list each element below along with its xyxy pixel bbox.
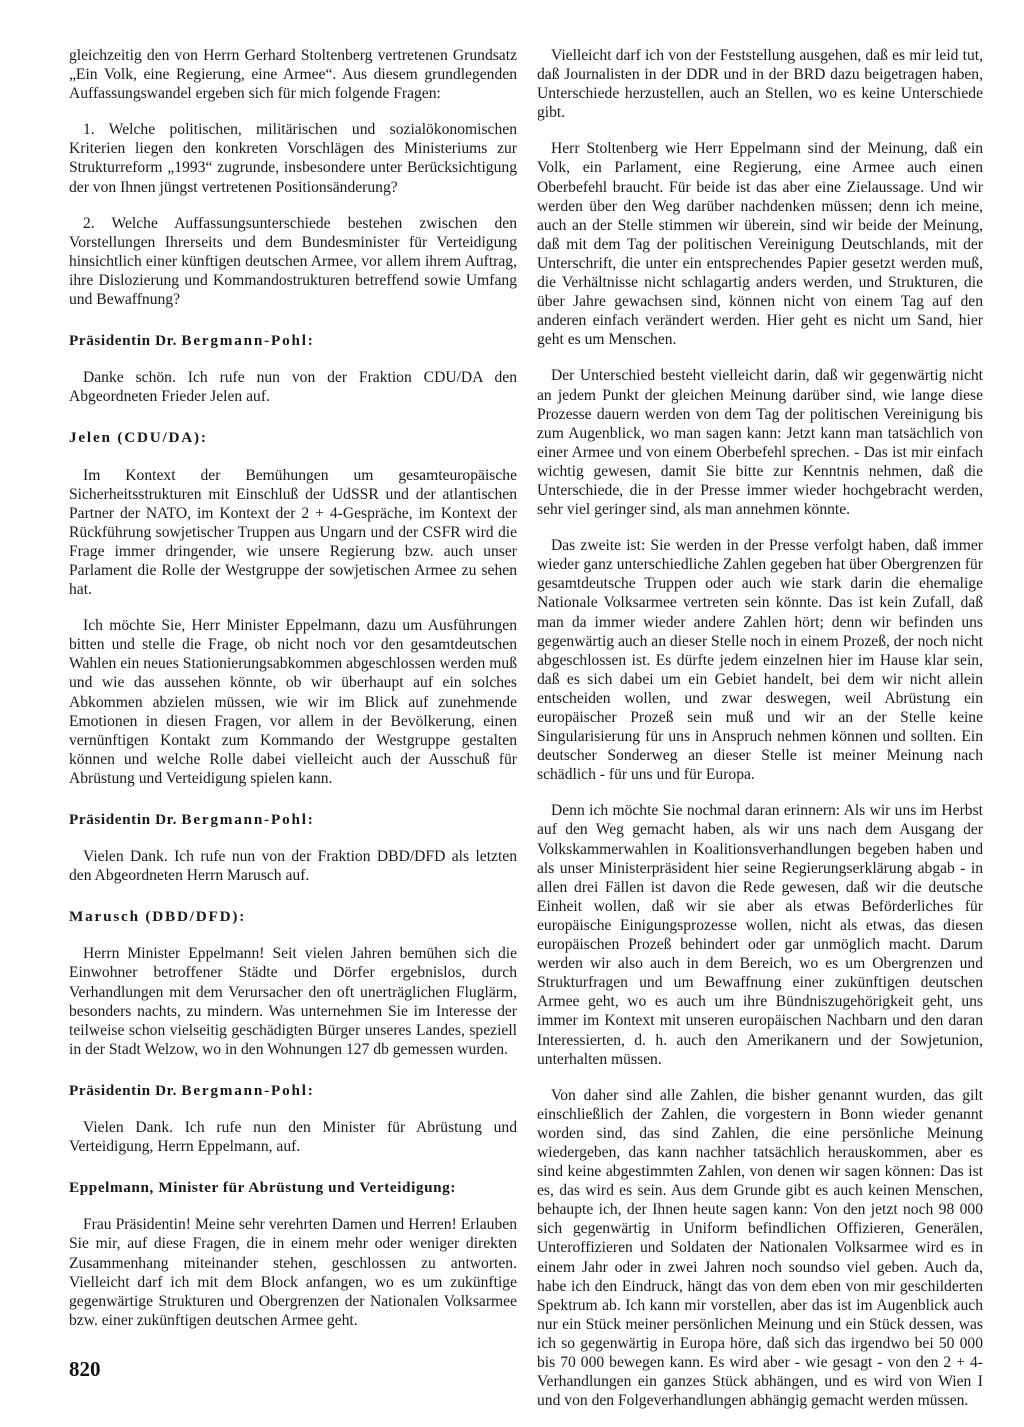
paragraph: Frau Präsidentin! Meine sehr verehrten Damen und Herren! Erlauben Sie mir, auf diese Fragen, die in einem mehr oder weniger direkten Zusammenhang miteinander stehen, geschlossen zu antworten. Vielleicht darf ich mit dem Block anfangen, wo es um zukünftige gegenwärtige Strukturen und Obergrenzen der Nationalen Volksarmee bzw. einer zukünftigen deutschen Armee geht. bbox=[69, 1216, 517, 1329]
paragraph: Danke schön. Ich rufe nun von der Fraktion CDU/DA den Abgeordneten Frieder Jelen auf. bbox=[69, 369, 517, 406]
speaker-heading bbox=[69, 331, 517, 350]
speaker-name: Marusch (DBD/DFD): bbox=[69, 908, 247, 926]
paragraph: Vielen Dank. Ich rufe nun von der Fraktion DBD/DFD als letzten den Abgeordneten Herrn Marusch auf. bbox=[69, 848, 517, 885]
paragraph: Im Kontext der Bemühungen um gesamteuropäische Sicherheitsstrukturen mit Einschluß der UdSSR und der atlantischen Partner der NATO, im Kontext der 2 + 4-Gespräche, im Kontext der Rückführung sowjetischer Truppen aus Ungarn und der CSFR wird die Frage immer dringender, wie unsere Regierung bzw. auch unser Parlament die Rolle der Westgruppe der sowjetischen Armee zu sehen hat. bbox=[69, 466, 517, 599]
speaker-title: Präsidentin Dr. bbox=[69, 1081, 182, 1099]
speaker-name: Bergmann-Pohl: bbox=[181, 811, 315, 828]
speaker-heading bbox=[69, 1178, 517, 1197]
speaker-heading bbox=[69, 810, 517, 829]
paragraph: Herr Stoltenberg wie Herr Eppelmann sind der Meinung, daß ein Volk, ein Parlament, eine Regierung, eine Armee auch einen Oberbefehl braucht. Für beide ist das aber eine Zielaussage. Und wir werden über den Weg darüber nachdenken müssen; denn ich meine, auch an der Stelle stimmen wir überein, sind wir beide der Meinung, daß mit dem Tag der politischen Vereinigung Deutschlands, mit der Unterschrift, die unter ein entsprechendes Papier gesetzt werden muß, die Verhältnisse nicht schlagartig anders werden, und Strukturen, die über Jahre gewachsen sind, können nicht von einem Tag auf den anderen einfach verändert werden. Hier geht es nicht um Sand, hier geht es um Menschen. bbox=[537, 140, 983, 349]
speaker-title: Präsidentin Dr. bbox=[69, 811, 182, 828]
right-column bbox=[537, 46, 983, 1427]
speaker-heading bbox=[69, 428, 517, 447]
paragraph: Von daher sind alle Zahlen, die bisher genannt wurden, das gilt einschließlich der Zahlen, die vorgestern in Bonn wieder genannt worden sind, das sind Zahlen, die eine persönliche Meinung wiedergeben, das kann nachher tatsächlich herauskommen, aber es sind keine abgestimmten Zahlen, von denen wir sagen können: Das ist es, das wird es sein. Aus dem Grunde gibt es auch keinen Menschen, behaupte ich, der Ihnen heute sagen kann: Von den jetzt noch 98 000 sich gegenwärtig in Uniform befindlichen Offizieren, Generälen, Unteroffizieren und Soldaten der Nationalen Volksarmee wird es in einem Jahr oder in zwei Jahren noch soundso viel geben. Auch da, habe ich den Eindruck, hängt das von dem eben von mir geschilderten Spektrum ab. Ich kann mir vorstellen, aber das ist im Augenblick auch nur ein Stück meiner persönlichen Meinung und ein Stück dessen, was ich so gegenwärtig in Europa höre, daß sich das irgendwo bei 50 000 bis 70 000 bewegen kann. Es wird aber - wie gesagt - von den 2 + 4-Verhandlungen ein ganzes Stück abhängen, und es wird von Wien I und von den Folgeverhandlungen abhängig gemacht werden müssen. bbox=[537, 1086, 983, 1410]
question-2: 2. Welche Auffassungsunterschiede bestehen zwischen den Vorstellungen Ihrerseits und dem Bundesminister für Verteidigung hinsichtlich einer künftigen deutschen Armee, vor allem ihrem Auftrag, ihre Dislozierung und Kommandostrukturen betreffend sowie Umfang und Bewaffnung? bbox=[69, 214, 517, 309]
speaker-name: Bergmann-Pohl: bbox=[181, 332, 315, 350]
speaker-heading bbox=[69, 1081, 517, 1100]
question-1: 1. Welche politischen, militärischen und sozialökonomischen Kriterien liegen den konkreten Vorschlägen des Ministeriums zur Strukturreform „1993“ zugrunde, insbesondere unter Berücksichtigung der von Ihnen jüngst vertretenen Positionsänderung? bbox=[69, 121, 517, 196]
paragraph: Vielleicht darf ich von der Feststellung ausgehen, daß es mir leid tut, daß Journalisten in der DDR und in der BRD dazu beigetragen haben, Unterschiede herzustellen, auch an Stellen, wo es keine Unterschiede gibt. bbox=[537, 47, 983, 122]
speaker-name: Jelen (CDU/DA): bbox=[69, 429, 208, 447]
speaker-name: Bergmann-Pohl: bbox=[181, 1081, 315, 1099]
speaker-name: Eppelmann, Minister für Abrüstung und Verteidigung: bbox=[69, 1179, 457, 1197]
page-number: 820 bbox=[69, 1357, 101, 1381]
paragraph: Denn ich möchte Sie nochmal daran erinnern: Als wir uns im Herbst auf den Weg gemacht haben, als wir uns nach dem Ausgang der Volkskammerwahlen in Koalitionsverhandlungen begeben haben und als unser Ministerpräsident hier seine Regierungserklärung abgab - in allen drei Fällen ist davon die Rede gewesen, daß wir die deutsche Einheit wollen, daß wir sie aber als etwas Beförderliches für europäische Einigungsprozesse wollen, nicht als etwas, das diesen europäischen Prozeß behindert oder gar unmöglich macht. Darum werden wir also auch in dem Bereich, wo es um Obergrenzen und Strukturfragen und um Bewaffnung einer zukünftigen deutschen Armee geht, wo es auch um ihre Bündniszugehörigkeit geht, uns immer im Kontext mit unseren europäischen Nachbarn und den daran Interessierten, d. h. auch den Amerikanern und der Sowjetunion, unterhalten müssen. bbox=[537, 802, 983, 1068]
paragraph: Ich möchte Sie, Herr Minister Eppelmann, dazu um Ausführungen bitten und stelle die Frage, ob nicht noch vor den gesamtdeutschen Wahlen ein neues Stationierungsabkommen abgeschlossen werden muß und wie das aussehen könnte, ob wir überhaupt auf ein solches Abkommen abzielen müssen, wie wir im Blick auf zunehmende Emotionen in diesen Fragen, vor allem in der Bevölkerung, einen vernünftigen Kontakt zum Kommando der Westgruppe gestalten können und welche Rolle dabei vielleicht auch der Ausschuß für Abrüstung und Verteidigung spielen kann. bbox=[69, 617, 517, 787]
left-column bbox=[69, 46, 517, 1347]
paragraph: Das zweite ist: Sie werden in der Presse verfolgt haben, daß immer wieder ganz unterschiedliche Zahlen gegeben hat über Obergrenzen für gesamtdeutsche Truppen oder auch wie stark darin die ehemalige Nationale Volksarmee vertreten sein könnte. Das ist kein Zufall, daß man da immer wieder andere Zahlen hört; denn wir befinden uns gegenwärtig auch an dieser Stelle noch in einem Prozeß, der noch nicht abgeschlossen ist. Es dürfte jedem einzelnen hier im Hause klar sein, daß es sich dabei um ein Gebiet handelt, bei dem wir nicht allein entscheiden wollen, und zwar deswegen, weil Abrüstung ein europäischer Prozeß sein muß und wir an der Stelle keine Singularisierung für uns in Anspruch nehmen können und sollten. Ein deutscher Sonderweg an dieser Stelle ist meiner Meinung nach schädlich - für uns und für Europa. bbox=[537, 537, 983, 784]
paragraph: Der Unterschied besteht vielleicht darin, daß wir gegenwärtig nicht an jedem Punkt der gleichen Meinung darüber sind, wie lange diese Prozesse dauern werden von dem Tag der politischen Vereinigung bis zum Augenblick, wo man sagen kann: Jetzt kann man tatsächlich von einer Armee und von einem Oberbefehl sprechen. - Das ist mir einfach wichtig gewesen, damit Sie bitte zur Kenntnis nehmen, daß die Unterschiede, die in der Presse immer wieder hochgebracht werden, sehr viel geringer sind, als man annehmen könnte. bbox=[537, 367, 983, 519]
paragraph: Vielen Dank. Ich rufe nun den Minister für Abrüstung und Verteidigung, Herrn Eppelmann, auf. bbox=[69, 1119, 517, 1156]
speaker-heading bbox=[69, 907, 517, 926]
paragraph: Herrn Minister Eppelmann! Seit vielen Jahren bemühen sich die Einwohner betroffener Städte und Dörfer ergebnislos, durch Verhandlungen mit dem Verursacher den oft unerträglichen Fluglärm, besonders nachts, zu mindern. Was unternehmen Sie im Interesse der teilweise schon vielseitig geschädigten Bürger unseres Landes, speziell in der Stadt Welzow, wo in den Wohnungen 127 db gemessen wurden. bbox=[69, 945, 517, 1058]
speaker-title: Präsidentin Dr. bbox=[69, 332, 182, 350]
paragraph: gleichzeitig den von Herrn Gerhard Stoltenberg vertretenen Grundsatz „Ein Volk, eine Regierung, eine Armee“. Aus diesem grundlegenden Auffassungswandel ergeben sich für mich folgende Fragen: bbox=[69, 47, 517, 103]
